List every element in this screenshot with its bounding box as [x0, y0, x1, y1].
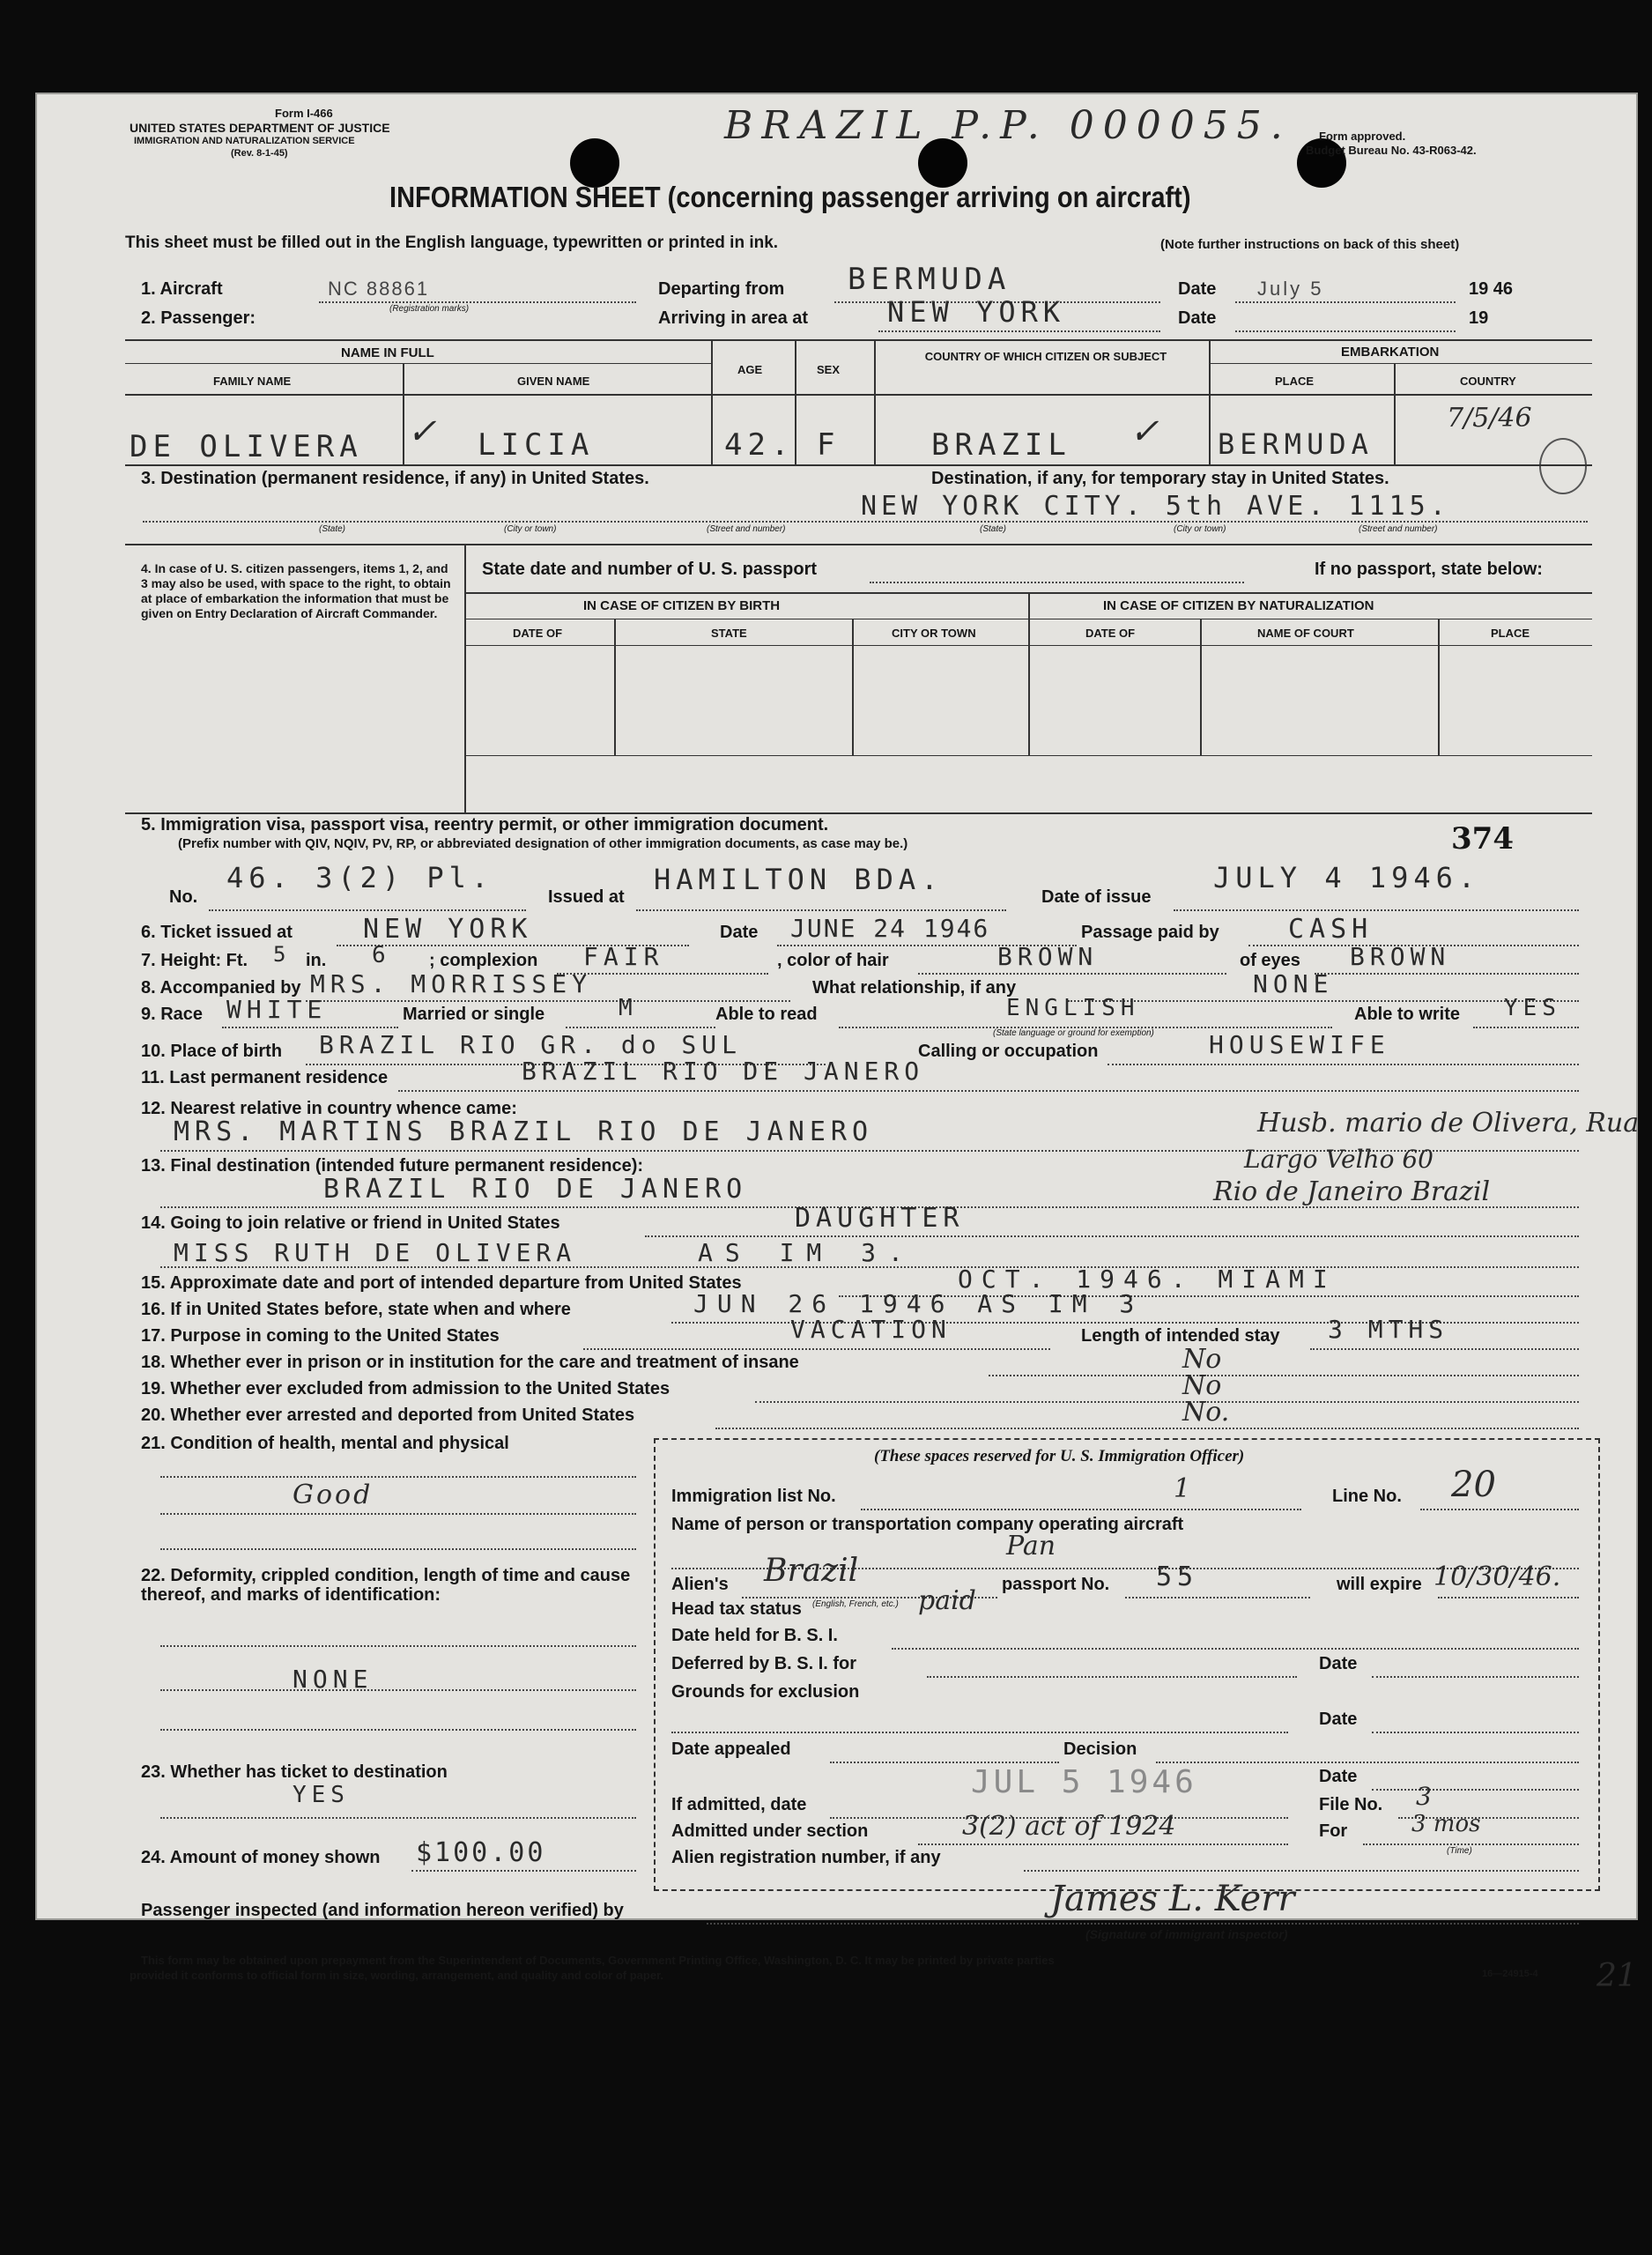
- circle-mark: [1539, 438, 1587, 494]
- page-mark: 21: [1596, 1958, 1637, 1994]
- check-mark: ✓: [407, 412, 437, 452]
- state-caption-2: (State): [980, 524, 1007, 534]
- date-of-issue-value: JULY 4 1946.: [1213, 861, 1481, 894]
- issued-at-label: Issued at: [548, 887, 625, 907]
- issued-at-value: HAMILTON BDA.: [654, 863, 944, 896]
- immigration-list-label: Immigration list No.: [671, 1487, 836, 1506]
- admission-date-stamp: JUL 5 1946: [971, 1764, 1197, 1800]
- col-date-of-2: DATE OF: [1085, 627, 1136, 640]
- height-ft-value: 5: [273, 942, 292, 967]
- height-in-label: in.: [306, 951, 327, 970]
- row11-label: 11. Last permanent residence: [141, 1068, 389, 1087]
- inspector-signature: James L. Kerr: [1050, 1879, 1295, 1919]
- citizen-value: BRAZIL: [931, 427, 1071, 463]
- last-residence-value: BRAZIL RIO DE JANERO: [522, 1057, 925, 1086]
- form-number: Form I-466: [275, 107, 333, 120]
- grounds-label: Grounds for exclusion: [671, 1682, 860, 1702]
- state-caption: (State): [319, 524, 346, 534]
- given-name-header: GIVEN NAME: [517, 375, 590, 388]
- year-value: 19 46: [1469, 279, 1514, 299]
- form-approved: Form approved.: [1319, 130, 1406, 143]
- alien-nationality-value: Brazil: [764, 1553, 859, 1589]
- arriving-value: NEW YORK: [887, 295, 1066, 329]
- given-name-value: LICIA: [478, 427, 595, 463]
- birthplace-value: BRAZIL RIO GR. do SUL: [319, 1030, 743, 1059]
- prison-value: No: [1182, 1344, 1222, 1375]
- row16-label: 16. If in United States before, state when and where: [141, 1300, 571, 1319]
- final-destination-value: BRAZIL RIO DE JANERO: [323, 1174, 748, 1205]
- passport-no-label: passport No.: [1002, 1575, 1110, 1594]
- line-no-label: Line No.: [1332, 1487, 1402, 1506]
- age-value: 42.: [724, 427, 795, 463]
- relationship-label: What relationship, if any: [812, 978, 1017, 998]
- file-no-label: File No.: [1319, 1795, 1383, 1814]
- row9-label: 9. Race: [141, 1005, 204, 1024]
- stay-value: 3 MTHS: [1328, 1315, 1449, 1344]
- budget-bureau: Budget Bureau No. 43-R063-42.: [1306, 144, 1477, 157]
- read-label: Able to read: [715, 1005, 818, 1024]
- temp-destination-value: NEW YORK CITY. 5th AVE. 1115.: [861, 491, 1450, 522]
- purpose-value: VACATION: [790, 1315, 952, 1344]
- join-relative-value: DAUGHTER: [795, 1203, 965, 1234]
- appealed-label: Date appealed: [671, 1739, 791, 1759]
- form-title: INFORMATION SHEET (concerning passenger arriving on aircraft): [389, 181, 1191, 213]
- country-header: COUNTRY: [1460, 375, 1516, 388]
- final-destination-note1: Largo Velho 60: [1244, 1145, 1433, 1174]
- col-place: PLACE: [1491, 627, 1530, 640]
- accompanied-value: MRS. MORRISSEY: [310, 969, 593, 998]
- col-court: NAME OF COURT: [1257, 627, 1354, 640]
- sex-value: F: [817, 427, 841, 463]
- write-value: YES: [1504, 995, 1561, 1021]
- alien-registration-label: Alien registration number, if any: [671, 1848, 941, 1867]
- ticket-destination-value: YES: [293, 1782, 350, 1808]
- section-value: 3(2) act of 1924: [962, 1811, 1176, 1842]
- read-caption: (State language or ground for exemption): [993, 1028, 1154, 1038]
- stay-label: Length of intended stay: [1081, 1326, 1280, 1346]
- no-passport-label: If no passport, state below:: [1315, 560, 1543, 579]
- aircraft-label: 1. Aircraft: [141, 279, 223, 299]
- fill-instructions: This sheet must be filled out in the English language, typewritten or printed in ink.: [125, 234, 779, 252]
- check-mark: ✓: [1130, 412, 1159, 452]
- calling-value: HOUSEWIFE: [1209, 1030, 1390, 1059]
- head-tax-value: paid: [918, 1585, 976, 1616]
- row19-label: 19. Whether ever excluded from admission to the United States: [141, 1379, 670, 1398]
- country-citizen-header: COUNTRY OF WHICH CITIZEN OR SUBJECT: [924, 350, 1167, 363]
- deferred-label: Deferred by B. S. I. for: [671, 1654, 857, 1673]
- embarkation-header: EMBARKATION: [1341, 345, 1440, 360]
- for-label: For: [1319, 1821, 1348, 1841]
- by-birth-header: IN CASE OF CITIZEN BY BIRTH: [583, 598, 781, 613]
- excluded-value: No: [1182, 1370, 1222, 1401]
- write-label: Able to write: [1354, 1005, 1461, 1024]
- ticket-issued-value: NEW YORK: [363, 914, 533, 945]
- year-2: 19: [1469, 308, 1489, 328]
- service: IMMIGRATION AND NATURALIZATION SERVICE: [134, 136, 355, 146]
- officer-box-title: (These spaces reserved for U. S. Immigration Officer): [874, 1447, 1245, 1465]
- family-name-header: FAMILY NAME: [213, 375, 292, 388]
- by-naturalization-header: IN CASE OF CITIZEN BY NATURALIZATION: [1103, 598, 1374, 613]
- aircraft-value: NC 88861: [328, 278, 430, 300]
- appeal-date-label: Date: [1319, 1767, 1358, 1786]
- row15-label: 15. Approximate date and port of intended departure from United States: [141, 1273, 742, 1293]
- married-label: Married or single: [403, 1005, 545, 1024]
- read-value: ENGLISH: [1006, 995, 1140, 1021]
- date-of-issue-label: Date of issue: [1041, 887, 1152, 907]
- married-value: M: [619, 995, 638, 1021]
- immigration-list-value: 1: [1174, 1473, 1191, 1504]
- row17-label: 17. Purpose in coming to the United States: [141, 1326, 500, 1346]
- complexion-value: FAIR: [583, 942, 664, 971]
- join-friend-name: MISS RUTH DE OLIVERA: [174, 1238, 577, 1267]
- visa-no-label: No.: [169, 887, 198, 907]
- final-destination-note2: Rio de Janeiro Brazil: [1213, 1176, 1491, 1207]
- family-name-value: DE OLIVERA: [130, 429, 363, 464]
- department: UNITED STATES DEPARTMENT OF JUSTICE: [130, 121, 390, 135]
- head-tax-label: Head tax status: [671, 1599, 802, 1619]
- ticket-date-label: Date: [720, 923, 759, 942]
- calling-label: Calling or occupation: [918, 1042, 1099, 1061]
- handwritten-passport-ref: BRAZIL P.P. 000055.: [724, 103, 1292, 148]
- inspected-label: Passenger inspected (and information hereon verified) by: [141, 1901, 624, 1920]
- fine-print-2: provided it conforms to official form in size, wording, arrangement, and quality and color of paper.: [130, 1969, 664, 1982]
- col-city: CITY OR TOWN: [892, 627, 976, 640]
- deferred-date-label: Date: [1319, 1654, 1358, 1673]
- row6-label: 6. Ticket issued at: [141, 923, 293, 942]
- eyes-value: BROWN: [1350, 942, 1451, 971]
- print-code: 16—24915-4: [1482, 1969, 1538, 1979]
- row8-label: 8. Accompanied by: [141, 978, 301, 998]
- deformity-value: NONE: [293, 1665, 374, 1694]
- city-caption: (City or town): [504, 524, 557, 534]
- bsi-label: Date held for B. S. I.: [671, 1626, 838, 1645]
- race-value: WHITE: [226, 995, 328, 1024]
- company-value: Pan: [1006, 1531, 1056, 1561]
- date-label-2: Date: [1178, 308, 1217, 328]
- street-caption: (Street and number): [707, 524, 786, 534]
- place-header: PLACE: [1275, 375, 1315, 388]
- departing-value: BERMUDA: [848, 262, 1011, 297]
- age-header: AGE: [737, 363, 763, 376]
- expire-label: will expire: [1337, 1575, 1422, 1594]
- health-value: Good: [293, 1480, 374, 1510]
- registration-marks-caption: (Registration marks): [389, 304, 470, 314]
- passport-no-value: 55: [1156, 1561, 1199, 1592]
- aliens-label: Alien's: [671, 1575, 729, 1594]
- row24-label: 24. Amount of money shown: [141, 1848, 381, 1867]
- join-friend-ref: AS IM 3.: [698, 1238, 915, 1267]
- name-in-full-header: NAME IN FULL: [341, 345, 434, 360]
- signature-caption: (Signature of immigrant inspector): [1085, 1927, 1288, 1941]
- file-no-value: 3: [1416, 1782, 1432, 1811]
- departure-value: OCT. 1946. MIAMI: [958, 1265, 1337, 1294]
- nearest-relative-value: MRS. MARTINS BRAZIL RIO DE JANERO: [174, 1116, 874, 1147]
- passage-paid-value: CASH: [1288, 914, 1374, 945]
- time-caption: (Time): [1447, 1846, 1472, 1856]
- street-caption-2: (Street and number): [1359, 524, 1438, 534]
- passenger-label: 2. Passenger:: [141, 308, 256, 328]
- row20-label: 20. Whether ever arrested and deported from United States: [141, 1406, 635, 1425]
- hair-label: , color of hair: [777, 951, 889, 970]
- col-date-of: DATE OF: [513, 627, 563, 640]
- section-label: Admitted under section: [671, 1821, 869, 1841]
- decision-label: Decision: [1063, 1739, 1137, 1759]
- revision: (Rev. 8-1-45): [231, 148, 288, 159]
- embarkation-place-value: BERMUDA: [1218, 427, 1374, 461]
- hair-value: BROWN: [997, 942, 1099, 971]
- us-citizen-note: 4. In case of U. S. citizen passengers, items 1, 2, and 3 may also be used, with space to the right, to obtain at place of embarkation the information that must be given on Entry Declaration of Aircraft Commander.: [141, 561, 451, 620]
- visa-sub: (Prefix number with QIV, NQIV, PV, RP, or abbreviated designation of other immigration documents, as case may be.): [178, 836, 908, 851]
- visa-no-value: 46. 3(2) Pl.: [226, 861, 494, 894]
- row7-label: 7. Height: Ft.: [141, 951, 248, 970]
- fine-print-1: This form may be obtained upon prepayment from the Superintendent of Documents, Government Printing Office, Washington, D. C. It may be printed by private parties: [141, 1954, 1055, 1967]
- row14-label: 14. Going to join relative or friend in United States: [141, 1213, 560, 1233]
- row22-label: 22. Deformity, crippled condition, length of time and cause thereof, and marks of identification:: [141, 1566, 631, 1605]
- eyes-label: of eyes: [1240, 951, 1300, 970]
- visa-label: 5. Immigration visa, passport visa, reentry permit, or other immigration document.: [141, 815, 829, 834]
- ticket-date-value: JUNE 24 1946: [790, 914, 990, 943]
- back-note: (Note further instructions on back of this sheet): [1160, 237, 1460, 252]
- row21-label: 21. Condition of health, mental and physical: [141, 1434, 509, 1453]
- for-value: 3 mos: [1411, 1811, 1481, 1837]
- date-value: July 5: [1257, 278, 1324, 300]
- row18-label: 18. Whether ever in prison or in institution for the care and treatment of insane: [141, 1353, 799, 1372]
- temp-destination-label: Destination, if any, for temporary stay in United States.: [931, 469, 1389, 488]
- line-no-value: 20: [1451, 1465, 1496, 1505]
- passage-paid-label: Passage paid by: [1081, 923, 1219, 942]
- grounds-date-label: Date: [1319, 1710, 1358, 1729]
- nearest-relative-note: Husb. mario de Olivera, Rua: [1257, 1108, 1640, 1139]
- col-state: STATE: [711, 627, 747, 640]
- previous-visit-value: JUN 26 1946 AS IM 3: [693, 1289, 1144, 1318]
- company-label: Name of person or transportation company operating aircraft: [671, 1515, 1184, 1534]
- money-value: $100.00: [416, 1837, 546, 1868]
- row12-label: 12. Nearest relative in country whence came:: [141, 1099, 517, 1118]
- row13-label: 13. Final destination (intended future permanent residence):: [141, 1156, 644, 1176]
- embarkation-date-value: 7/5/46: [1447, 403, 1532, 434]
- arriving-label: Arriving in area at: [658, 308, 809, 328]
- us-passport-label: State date and number of U. S. passport: [482, 560, 818, 579]
- admitted-date-label: If admitted, date: [671, 1795, 807, 1814]
- departing-label: Departing from: [658, 279, 785, 299]
- deported-value: No.: [1182, 1397, 1230, 1428]
- height-in-value: 6: [372, 942, 391, 968]
- city-caption-2: (City or town): [1174, 524, 1226, 534]
- row10-label: 10. Place of birth: [141, 1042, 283, 1061]
- row23-label: 23. Whether has ticket to destination: [141, 1762, 448, 1782]
- stamp-number: 374: [1451, 821, 1514, 857]
- relationship-value: NONE: [1253, 969, 1334, 998]
- destination-label: 3. Destination (permanent residence, if any) in United States.: [141, 469, 649, 488]
- expire-value: 10/30/46.: [1433, 1561, 1561, 1592]
- date-label: Date: [1178, 279, 1217, 299]
- information-sheet: [35, 93, 1640, 1994]
- sex-header: SEX: [817, 363, 841, 376]
- alien-language-caption: (English, French, etc.): [812, 1599, 899, 1609]
- complexion-label: ; complexion: [429, 951, 538, 970]
